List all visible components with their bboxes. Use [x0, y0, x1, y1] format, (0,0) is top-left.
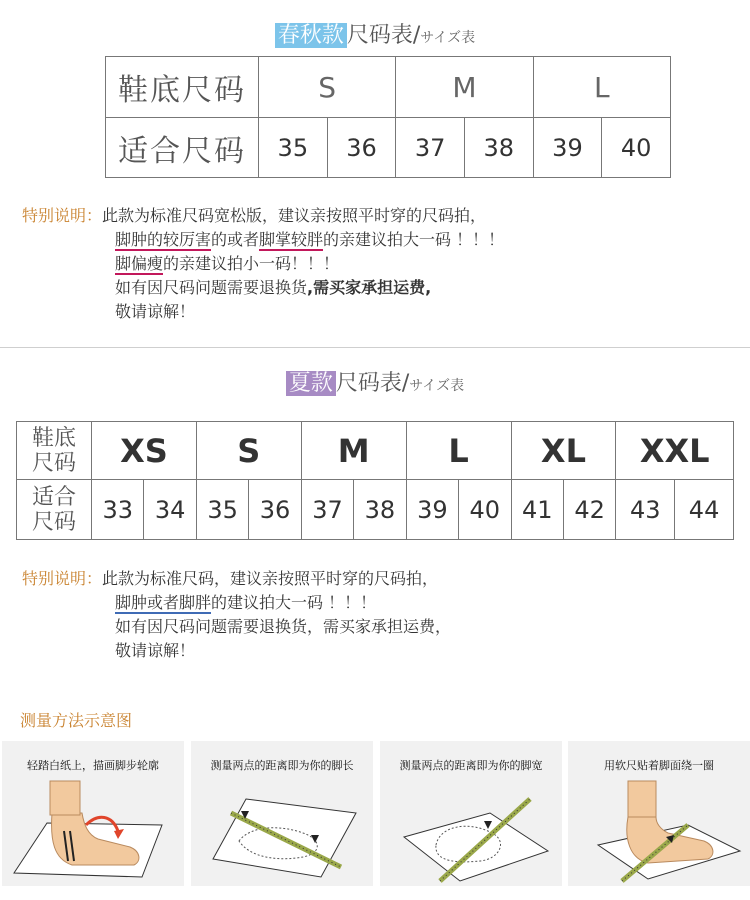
- title-highlight: 春秋款: [275, 23, 347, 48]
- note-text: 的或者: [211, 230, 260, 249]
- number-cell: 42: [563, 480, 615, 540]
- step-caption: 用软尺贴着脚面绕一圈: [604, 759, 714, 772]
- number-cell: 40: [459, 480, 511, 540]
- size-cell: XS: [92, 422, 197, 480]
- size-cell: XL: [511, 422, 616, 480]
- note-line: 此款为标准尺码，建议亲按照平时穿的尺码拍，: [102, 569, 439, 588]
- label-part: 尺码: [31, 509, 76, 535]
- spring-autumn-size-table: [105, 56, 671, 178]
- note-emphasis: 脚掌较胖: [259, 230, 324, 249]
- number-cell: 39: [406, 480, 458, 540]
- table-row: [17, 422, 734, 480]
- title-main: 尺码表/: [335, 371, 410, 396]
- note-emphasis: 脚肿的较厉害: [115, 230, 212, 249]
- measure-step-panel: [568, 741, 750, 886]
- row-label-fit-size: [17, 480, 92, 540]
- foot-length-ruler-icon: [191, 741, 373, 886]
- note-text: 的亲建议拍小一码！！！: [163, 254, 340, 273]
- number-cell: 37: [301, 480, 353, 540]
- table-row: [106, 57, 671, 118]
- title-main: 尺码表/: [346, 23, 421, 48]
- number-cell: 43: [616, 480, 675, 540]
- number-cell: 38: [464, 118, 533, 178]
- measure-step-panel: [191, 741, 373, 886]
- number-cell: 36: [249, 480, 301, 540]
- foot-wrap-tape-icon: [568, 741, 750, 886]
- note-label: 特别说明：: [22, 569, 103, 588]
- measure-step-panel: [380, 741, 562, 886]
- table-row: [17, 480, 734, 540]
- label-part: 鞋底: [31, 425, 76, 451]
- number-cell: 36: [327, 118, 396, 178]
- number-cell: 33: [92, 480, 144, 540]
- note-text: 如有因尺码问题需要退换货: [115, 278, 308, 297]
- step-caption: 测量两点的距离即为你的脚长: [210, 759, 354, 772]
- size-cell: L: [533, 57, 670, 118]
- note-text: 敬请谅解！: [115, 641, 196, 660]
- label-part: 尺码: [31, 450, 76, 476]
- number-cell: 38: [354, 480, 406, 540]
- number-cell: 35: [196, 480, 248, 540]
- size-cell: XXL: [616, 422, 734, 480]
- number-cell: 35: [259, 118, 328, 178]
- number-cell: 44: [675, 480, 734, 540]
- row-label-fit-size: 适合尺码: [106, 118, 259, 178]
- foot-on-paper-icon: [2, 741, 184, 886]
- step-caption: 测量两点的距离即为你的脚宽: [399, 759, 543, 772]
- section-divider: [0, 347, 750, 348]
- label-part: 适合: [31, 484, 76, 510]
- spring-autumn-title: [0, 18, 750, 49]
- step-caption: 轻踏白纸上，描画脚步轮廓: [27, 759, 159, 772]
- size-cell: M: [301, 422, 406, 480]
- number-cell: 41: [511, 480, 563, 540]
- note-text: ,需买家承担运费,: [307, 278, 432, 297]
- measurement-title: 测量方法示意图: [20, 711, 133, 730]
- table-row: [106, 118, 671, 178]
- title-highlight: 夏款: [286, 371, 336, 396]
- number-cell: 37: [396, 118, 465, 178]
- measure-step-panel: [2, 741, 184, 886]
- summer-title: [0, 366, 750, 397]
- size-cell: S: [259, 57, 396, 118]
- title-sub: サイズ表: [420, 30, 476, 46]
- note-emphasis: 脚偏瘦: [115, 254, 164, 273]
- note-line: 此款为标准尺码宽松版，建议亲按照平时穿的尺码拍，: [102, 206, 487, 225]
- number-cell: 40: [602, 118, 671, 178]
- summer-size-table: [16, 421, 734, 540]
- foot-width-ruler-icon: [380, 741, 562, 886]
- number-cell: 34: [144, 480, 196, 540]
- note-text: 的亲建议拍大一码 ！！！: [323, 230, 505, 249]
- size-cell: L: [406, 422, 511, 480]
- row-label-sole-size: 鞋底尺码: [106, 57, 259, 118]
- row-label-sole-size: [17, 422, 92, 480]
- note-label: 特别说明：: [22, 206, 103, 225]
- summer-note: [22, 567, 451, 663]
- spring-autumn-note: [22, 204, 504, 324]
- size-cell: M: [396, 57, 533, 118]
- number-cell: 39: [533, 118, 602, 178]
- note-text: 敬请谅解！: [115, 302, 196, 321]
- title-sub: サイズ表: [409, 378, 465, 394]
- note-text: 的建议拍大一码 ！！！: [211, 593, 377, 612]
- note-emphasis: 脚肿或者脚胖: [115, 593, 212, 612]
- size-cell: S: [196, 422, 301, 480]
- note-text: 如有因尺码问题需要退换货，需买家承担运费，: [115, 617, 452, 636]
